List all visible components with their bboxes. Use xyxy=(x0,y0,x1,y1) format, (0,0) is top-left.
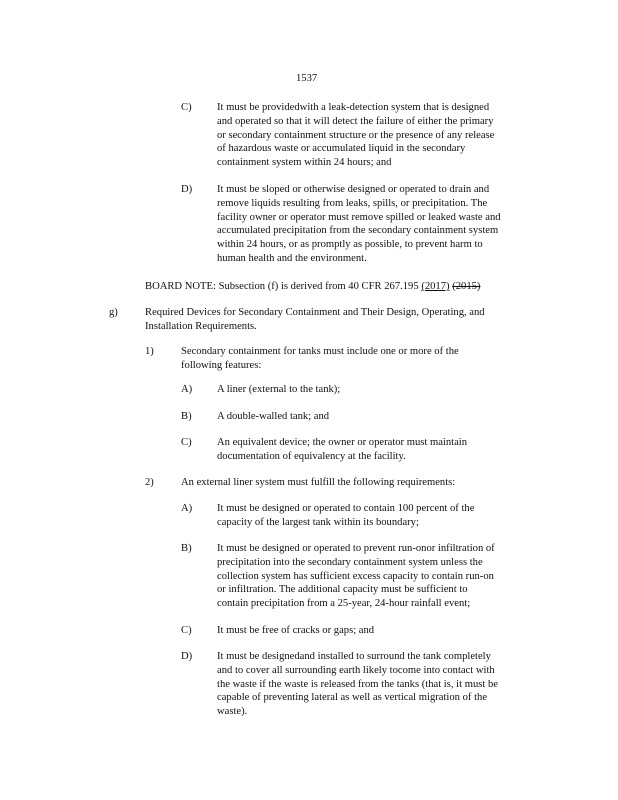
item-label-1: 1) xyxy=(145,346,154,357)
board-note xyxy=(145,280,480,294)
text-line: and to cover all surrounding earth likely tocome into contact with xyxy=(217,664,495,676)
text-line: precipitation into the secondary containment system unless the xyxy=(217,556,483,568)
text-line: and operated so that it will detect the failure of either the primary xyxy=(217,115,494,127)
item-text-2b xyxy=(217,542,537,611)
item-label-1a: A) xyxy=(181,384,193,395)
text-line: A liner (external to the tank); xyxy=(217,384,341,395)
text-line: An equivalent device; the owner or operator must maintain xyxy=(217,437,468,448)
item-text-d xyxy=(217,183,537,266)
text-line: or infiltration. The additional capacity must be sufficient to xyxy=(217,584,468,596)
item-text-1a xyxy=(217,383,517,397)
item-label-1b: B) xyxy=(181,411,192,422)
text-line: capable of preventing lateral as well as vertical migration of the xyxy=(217,692,488,704)
text-line: contain precipitation from a 25-year, 24-hour rainfall event; xyxy=(217,598,471,610)
text-line: human health and the environment. xyxy=(217,252,367,264)
text-line: capacity of the largest tank within its boundary; xyxy=(217,516,419,528)
section-heading-g xyxy=(145,306,530,334)
text-line: Required Devices for Secondary Containment and Their Design, Operating, and xyxy=(145,307,485,318)
text-line: the waste if the waste is released from the tanks (that is, it must be xyxy=(217,678,498,690)
item-text-1 xyxy=(181,345,496,373)
text-line: containment system within 24 hours; and xyxy=(217,157,392,169)
text-line: within 24 hours, or as promptly as possible, to prevent harm to xyxy=(217,239,483,251)
item-text-1c xyxy=(217,436,517,464)
item-text-1b xyxy=(217,410,517,424)
item-text-2a xyxy=(217,502,517,530)
item-label-2c: C) xyxy=(181,625,192,636)
text-line: It must be designed or operated to contain 100 percent of the xyxy=(217,503,475,514)
item-text-c xyxy=(217,101,537,170)
text-line: waste). xyxy=(217,706,248,718)
text-line: It must be designed or operated to prevent run-onor infiltration of xyxy=(217,543,495,554)
item-label-2a: A) xyxy=(181,503,193,514)
text-line: Installation Requirements. xyxy=(145,320,257,332)
board-note-added-year: (2017) xyxy=(421,281,450,292)
text-line: documentation of equivalency at the facility. xyxy=(217,450,406,462)
text-line: of hazardous waste or accumulated liquid in the secondary xyxy=(217,143,466,155)
board-note-text: BOARD NOTE: Subsection (f) is derived from 40 CFR 267.195 xyxy=(145,281,419,292)
text-line: remove liquids resulting from leaks, spills, or precipitation. The xyxy=(217,197,488,209)
text-line: It must be sloped or otherwise designed or operated to drain and xyxy=(217,184,490,195)
text-line: It must be free of cracks or gaps; and xyxy=(217,625,375,636)
item-label-c: C) xyxy=(181,102,192,113)
text-line: following features: xyxy=(181,359,262,371)
section-label-g: g) xyxy=(109,307,118,318)
item-label-2: 2) xyxy=(145,477,154,488)
text-line: Secondary containment for tanks must include one or more of the xyxy=(181,346,459,357)
text-line: or secondary containment structure or the presence of any release xyxy=(217,129,495,141)
item-label-d: D) xyxy=(181,184,193,195)
page-number: 1537 xyxy=(296,73,318,84)
item-text-2c xyxy=(217,624,517,638)
item-label-2d: D) xyxy=(181,651,193,662)
board-note-deleted-year: (2015) xyxy=(452,281,481,292)
item-label-1c: C) xyxy=(181,437,192,448)
text-line: collection system has sufficient excess capacity to contain run-on xyxy=(217,570,494,582)
text-line: It must be designedand installed to surround the tank completely xyxy=(217,651,491,662)
item-label-2b: B) xyxy=(181,543,192,554)
item-text-2d xyxy=(217,650,539,719)
item-text-2 xyxy=(181,476,501,490)
text-line: facility owner or operator must remove spilled or leaked waste and xyxy=(217,211,501,223)
text-line: It must be providedwith a leak-detection system that is designed xyxy=(217,102,490,113)
text-line: An external liner system must fulfill the following requirements: xyxy=(181,477,456,488)
text-line: A double-walled tank; and xyxy=(217,411,330,422)
text-line: accumulated precipitation from the secondary containment system xyxy=(217,225,499,237)
